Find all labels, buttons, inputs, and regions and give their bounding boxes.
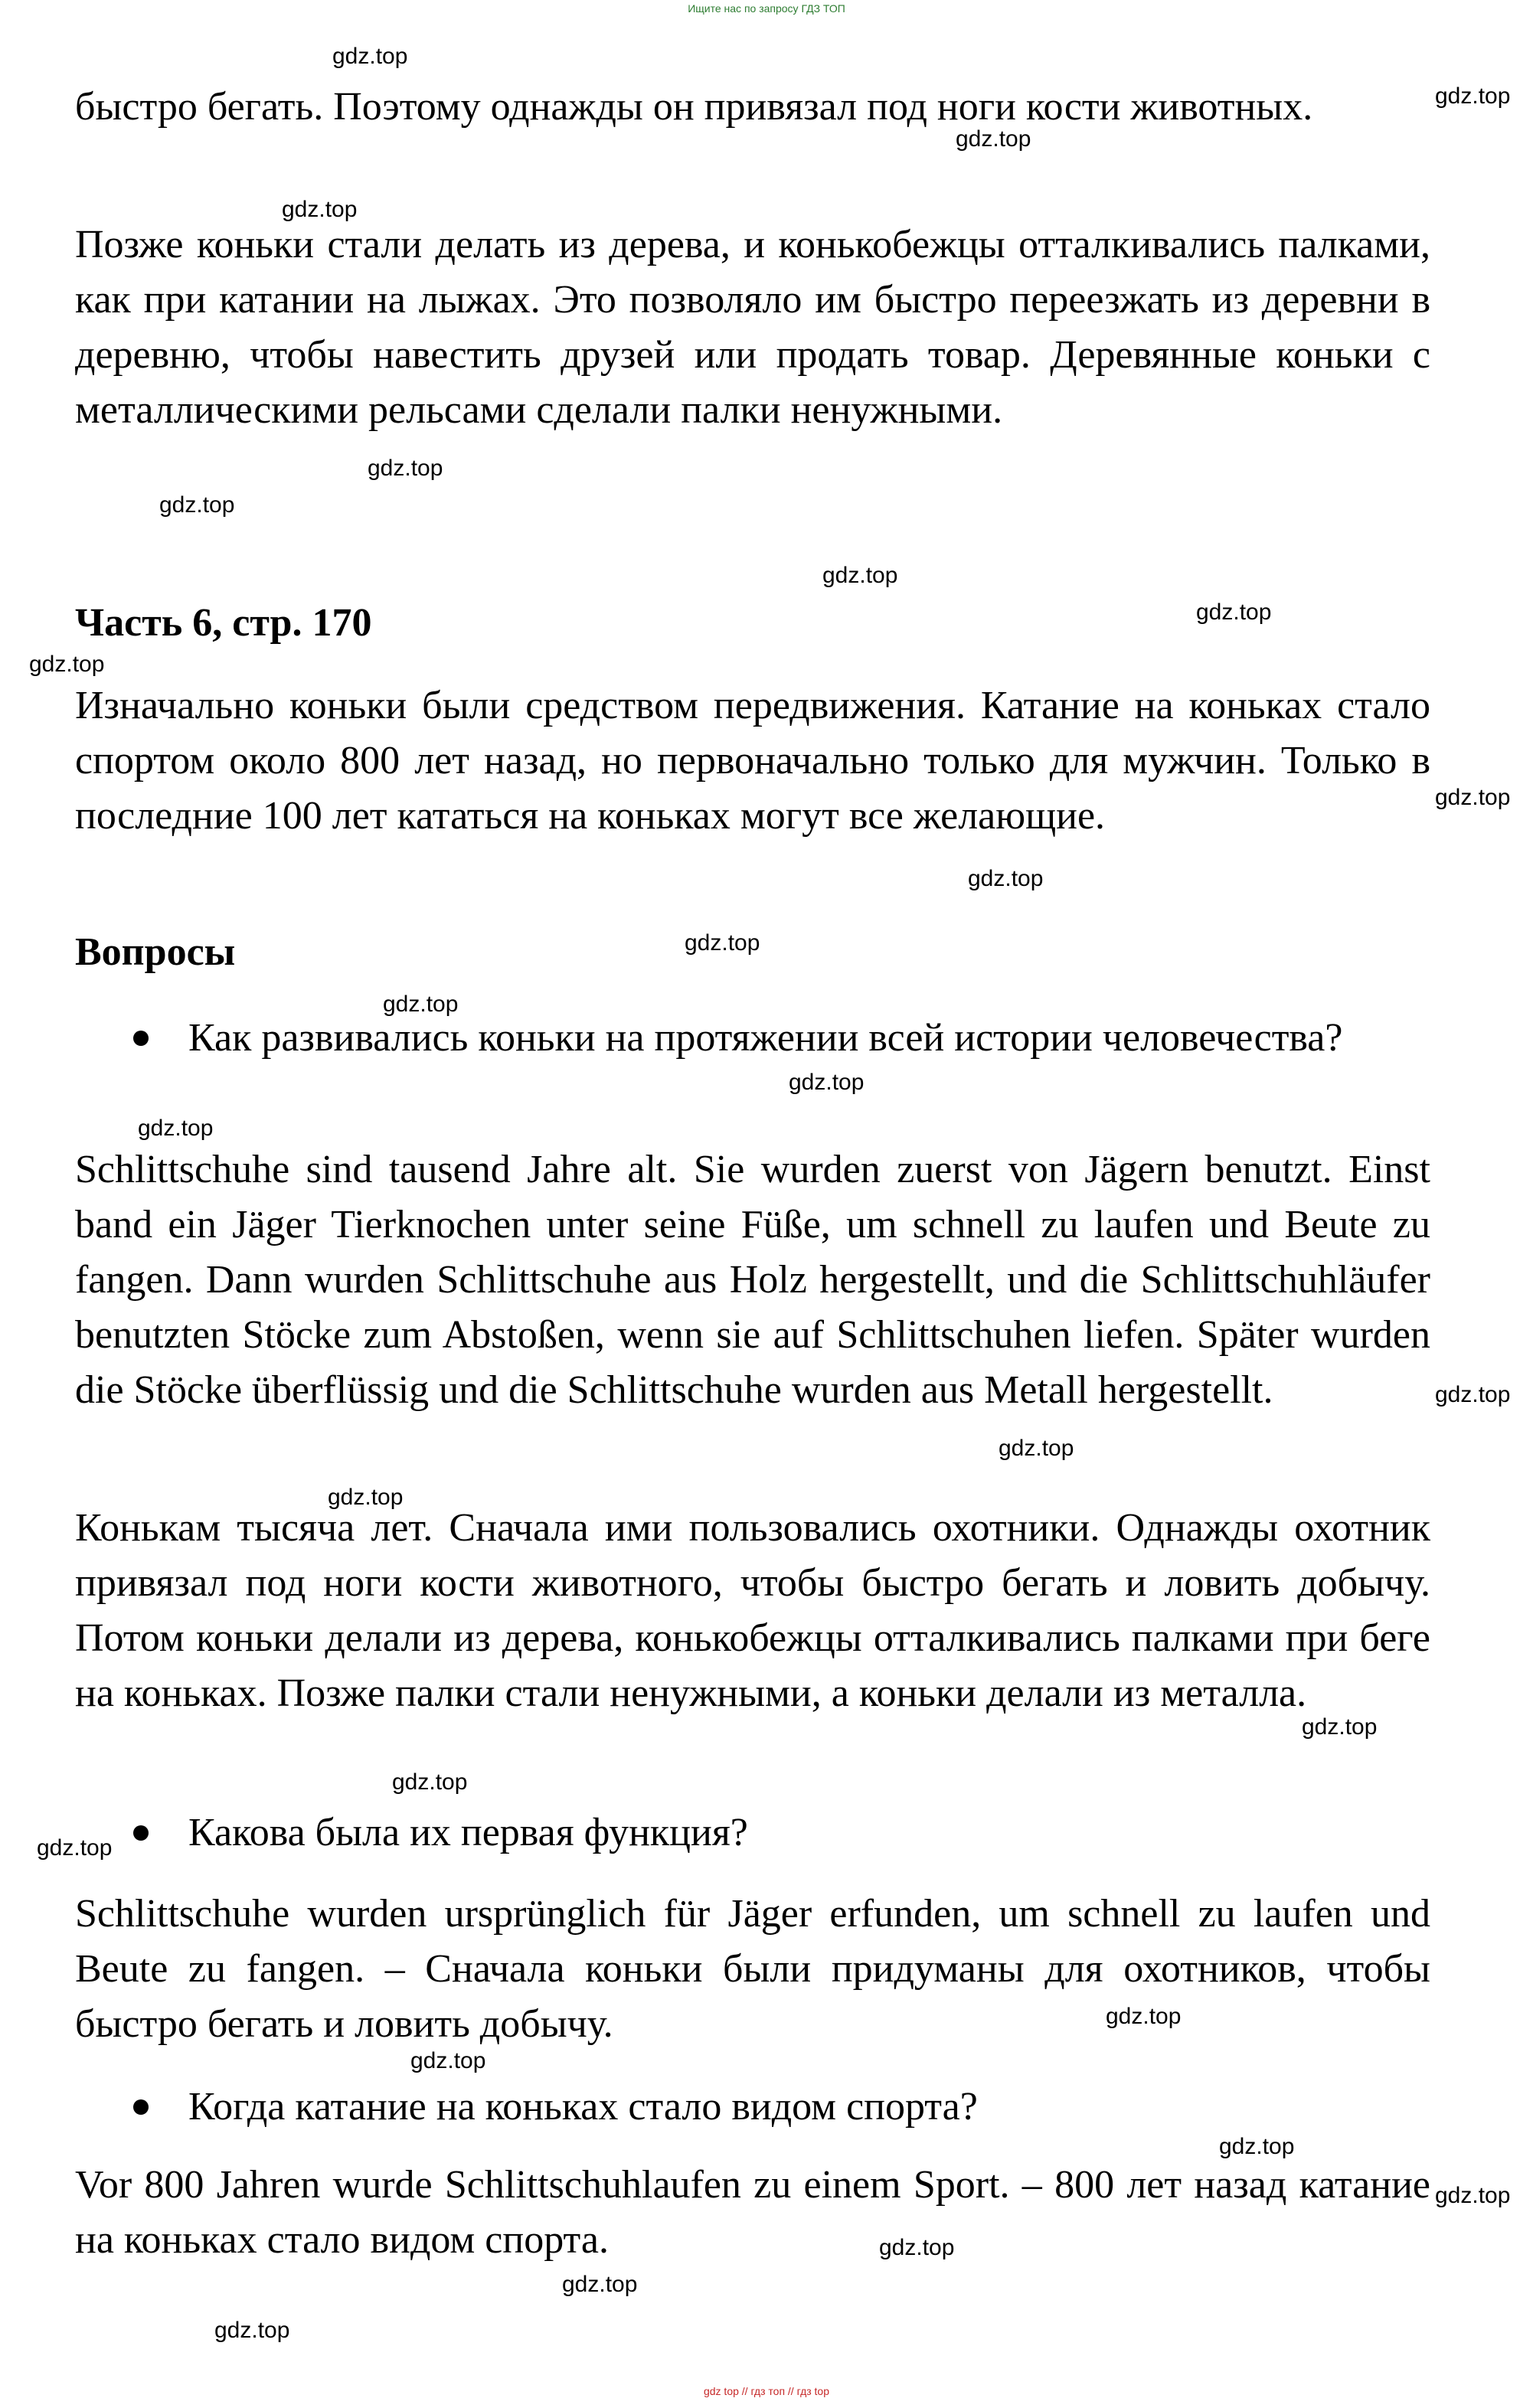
question-3-text: Когда катание на коньках стало видом спорта? bbox=[188, 2085, 978, 2129]
header-banner: Ищите нас по запросу ГДЗ ТОП bbox=[688, 2, 845, 15]
watermark: gdz.top bbox=[789, 1070, 865, 1095]
section-heading-part6: Часть 6, стр. 170 bbox=[75, 601, 372, 645]
watermark: gdz.top bbox=[368, 456, 443, 481]
watermark: gdz.top bbox=[392, 1769, 468, 1795]
bullet-icon bbox=[133, 1031, 149, 1046]
watermark: gdz.top bbox=[328, 1485, 404, 1510]
watermark: gdz.top bbox=[968, 866, 1044, 891]
watermark: gdz.top bbox=[1196, 600, 1272, 625]
watermark: gdz.top bbox=[37, 1835, 113, 1861]
watermark: gdz.top bbox=[29, 652, 105, 677]
watermark: gdz.top bbox=[383, 992, 459, 1017]
watermark: gdz.top bbox=[1106, 2004, 1182, 2029]
watermark: gdz.top bbox=[822, 563, 898, 588]
answer-1-russian: Конькам тысяча лет. Сначала ими пользовались охотники. Однажды охотник привязал под ноги кости животного, чтобы быстро бегать и ловить добычу. Потом коньки делали из дерева, конькобежцы отталкивались палками при беге на коньках. Позже палки стали ненужными, а коньки делали из металла. bbox=[75, 1506, 1430, 1715]
answer-2: Schlittschuhe wurden ursprünglich für Jäger erfunden, um schnell zu laufen und Beute zu fangen. – Сначала коньки были придуманы для охотников, чтобы быстро бегать и ловить добычу. bbox=[75, 1892, 1430, 2046]
question-1-text: Как развивались коньки на протяжении всей истории человечества? bbox=[188, 1016, 1343, 1060]
watermark: gdz.top bbox=[956, 126, 1031, 152]
bullet-icon bbox=[133, 2099, 149, 2115]
watermark: gdz.top bbox=[410, 2048, 486, 2073]
watermark: gdz.top bbox=[1219, 2134, 1295, 2159]
watermark: gdz.top bbox=[282, 197, 358, 222]
footer-banner: gdz top // гдз топ // гдз top bbox=[703, 2385, 830, 2397]
paragraph-2: Позже коньки стали делать из дерева, и конькобежцы отталкивались палками, как при катании на лыжах. Это позволяло им быстро переезжать из деревни в деревню, чтобы навестить друзей или продать товар. Деревянные коньки с металлическими рельсами сделали палки ненужными. bbox=[75, 223, 1430, 432]
answer-3: Vor 800 Jahren wurde Schlittschuhlaufen zu einem Sport. – 800 лет назад катание на коньках стало видом спорта. bbox=[75, 2163, 1430, 2262]
watermark: gdz.top bbox=[1435, 83, 1511, 109]
watermark: gdz.top bbox=[1435, 2183, 1511, 2208]
bullet-icon bbox=[133, 1825, 149, 1841]
watermark: gdz.top bbox=[332, 44, 408, 69]
watermark: gdz.top bbox=[159, 492, 235, 518]
paragraph-1: быстро бегать. Поэтому однажды он привязал под ноги кости животных. bbox=[75, 85, 1313, 129]
watermark: gdz.top bbox=[1435, 1382, 1511, 1407]
watermark: gdz.top bbox=[1435, 785, 1511, 810]
watermark: gdz.top bbox=[999, 1436, 1074, 1461]
watermark: gdz.top bbox=[879, 2235, 955, 2260]
watermark: gdz.top bbox=[1302, 1714, 1378, 1740]
paragraph-3: Изначально коньки были средством передвижения. Катание на коньках стало спортом около 800 лет назад, но первоначально только для мужчин. Только в последние 100 лет кататься на коньках могут все желающие. bbox=[75, 684, 1430, 838]
answer-1-german: Schlittschuhe sind tausend Jahre alt. Sie wurden zuerst von Jägern benutzt. Einst band ein Jäger Tierknochen unter seine Füße, um schnell zu laufen und Beute zu fangen. Dann wurden Schlittschuhe aus Holz hergestellt, und die Schlittschuhläufer benutzten Stöcke zum Abstoßen, wenn sie auf Schlittschuhen liefen. Später wurden die Stöcke überflüssig und die Schlittschuhe wurden aus Metall hergestellt. bbox=[75, 1148, 1430, 1412]
question-2-text: Какова была их первая функция? bbox=[188, 1811, 748, 1854]
watermark: gdz.top bbox=[562, 2272, 638, 2297]
watermark: gdz.top bbox=[138, 1116, 214, 1141]
watermark: gdz.top bbox=[214, 2318, 290, 2343]
section-heading-questions: Вопросы bbox=[75, 930, 236, 974]
watermark: gdz.top bbox=[685, 930, 760, 956]
